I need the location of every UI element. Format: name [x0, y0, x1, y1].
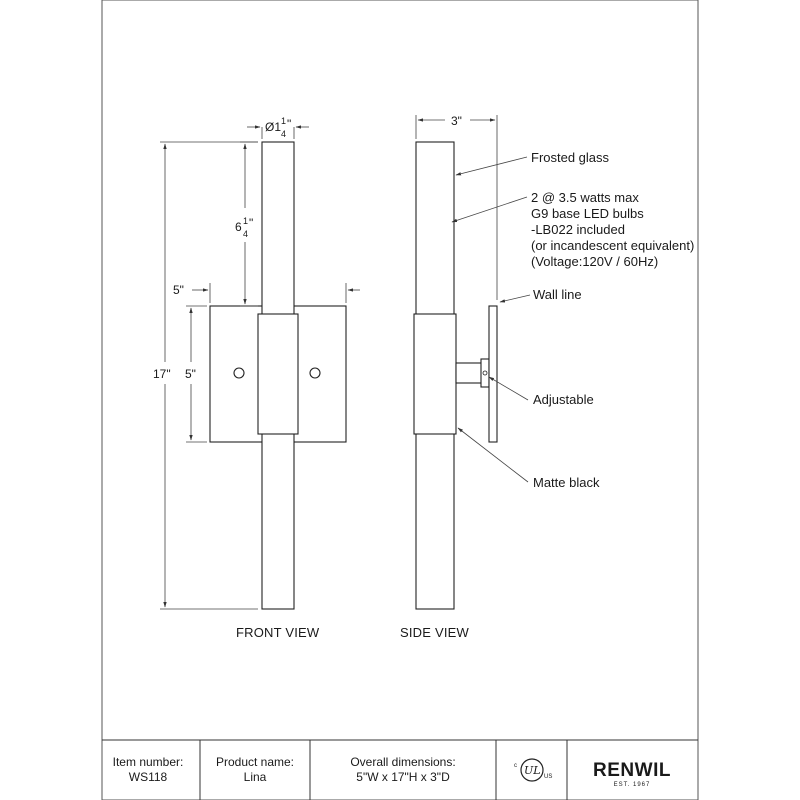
side-center-body — [414, 314, 456, 434]
callout-wall-line-text: Wall line — [533, 287, 582, 302]
dim-depth-label: 3" — [451, 114, 462, 128]
product-name-label: Product name: — [215, 755, 295, 769]
front-center-body — [258, 314, 298, 434]
svg-text:US: US — [544, 774, 553, 780]
callout-adjustable — [489, 377, 594, 407]
dim-plate-width-label: 5" — [173, 283, 184, 297]
callout-matte-black-text: Matte black — [533, 475, 600, 490]
callout-wall-line — [500, 287, 582, 302]
dim-diameter — [247, 116, 309, 139]
callout-bulbs-line2: G9 base LED bulbs — [531, 206, 644, 221]
svg-text:UL: UL — [524, 764, 541, 777]
callout-bulbs-line1: 2 @ 3.5 watts max — [531, 190, 639, 205]
front-screw-left — [234, 368, 244, 378]
callout-adjustable-text: Adjustable — [533, 392, 594, 407]
callout-frosted-glass-text: Frosted glass — [531, 150, 610, 165]
dim-top-length-inch: " — [249, 216, 254, 230]
svg-text:c: c — [514, 763, 517, 769]
dim-diameter-num: 1 — [281, 116, 287, 126]
dim-top-length-whole: 6 — [235, 220, 242, 234]
front-view — [210, 142, 346, 609]
dim-diameter-inch: " — [287, 117, 292, 131]
dim-top-length-num: 1 — [243, 216, 249, 226]
callout-bulbs-line3: -LB022 included — [531, 222, 625, 237]
callout-matte-black — [458, 428, 600, 490]
dim-diameter-den: 4 — [281, 129, 287, 139]
side-knuckle-pin — [483, 371, 487, 375]
side-wall-plate — [489, 306, 497, 442]
dim-diameter-prefix: Ø1 — [265, 120, 282, 134]
overall-dimensions-value: 5"W x 17"H x 3"D — [356, 770, 450, 784]
dim-top-length — [235, 142, 258, 306]
front-screw-right — [310, 368, 320, 378]
item-number-value: WS118 — [128, 770, 168, 784]
product-name-value: Lina — [243, 770, 267, 784]
item-number-label: Item number: — [112, 755, 184, 769]
cul-us-certification-icon — [514, 759, 552, 781]
renwil-est: EST. 1967 — [613, 782, 651, 788]
title-block — [102, 740, 698, 800]
side-view-label: SIDE VIEW — [400, 625, 469, 640]
side-view — [414, 142, 497, 609]
dim-plate-height-label: 5" — [185, 367, 196, 381]
dim-top-length-den: 4 — [243, 229, 249, 239]
dim-plate-height — [185, 306, 207, 442]
callout-bulbs-line4: (or incandescent equivalent) — [531, 238, 695, 253]
front-view-label: FRONT VIEW — [236, 625, 320, 640]
dim-total-height-label: 17" — [153, 367, 171, 381]
callout-bulbs — [452, 190, 694, 269]
overall-dimensions-label: Overall dimensions: — [350, 755, 456, 769]
callout-bulbs-line5: (Voltage:120V / 60Hz) — [531, 254, 659, 269]
renwil-logo: RENWIL — [593, 760, 671, 781]
callout-frosted-glass — [456, 150, 610, 175]
